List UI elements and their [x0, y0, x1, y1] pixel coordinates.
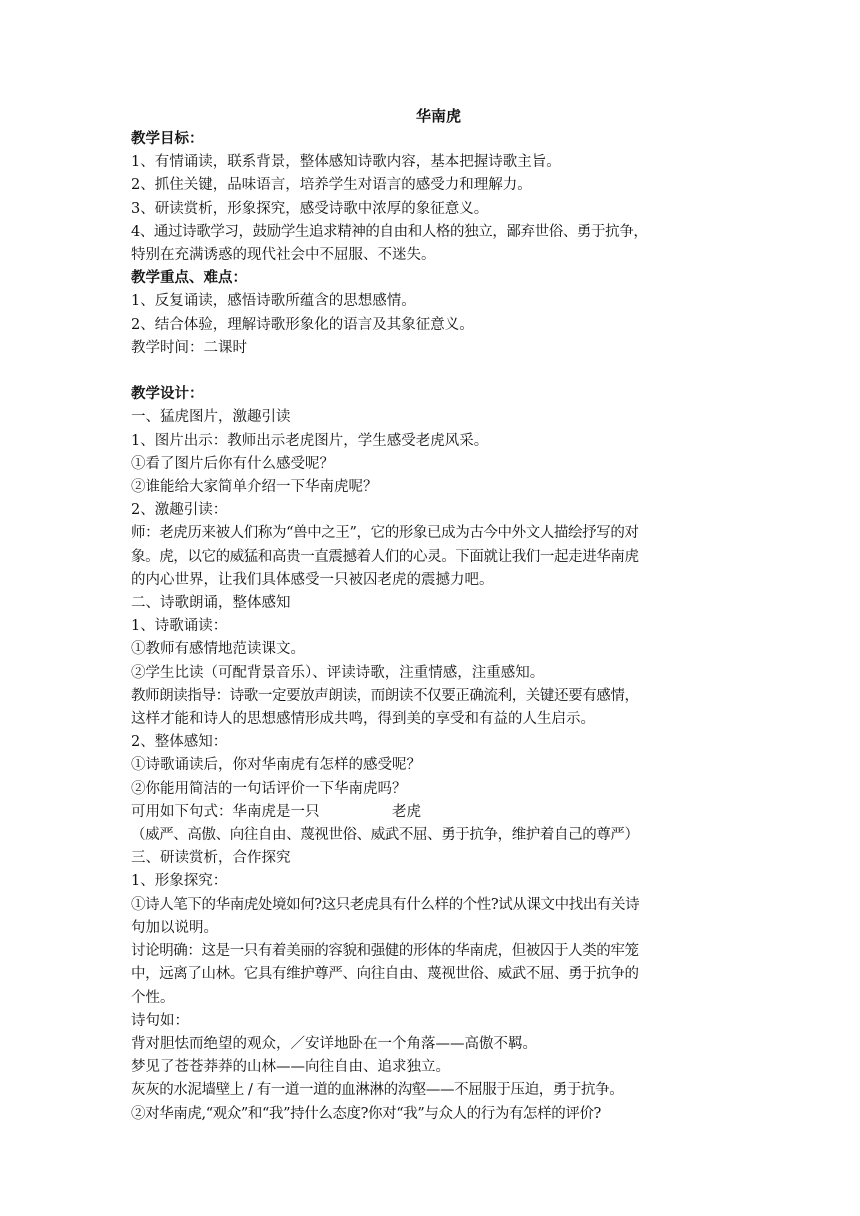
- text-line: ①诗歌诵读后，你对华南虎有怎样的感受呢？: [131, 757, 421, 774]
- text-line: 二、诗歌朗诵，整体感知: [131, 595, 291, 612]
- text-line: 3、研读赏析，形象探究，感受诗歌中浓厚的象征意义。: [131, 200, 489, 217]
- text-line: 4、通过诗歌学习，鼓励学生追求精神的自由和人格的独立，鄙弃世俗、勇于抗争，: [131, 223, 648, 240]
- text-line: ②对华南虎,“观众”和“我”持什么态度?你对“我”与众人的行为有怎样的评价?: [131, 1105, 601, 1122]
- text-line: 1、图片出示：教师出示老虎图片，学生感受老虎风采。: [131, 432, 489, 449]
- text-line: （威严、高傲、向往自由、蔑视世俗、威武不屈、勇于抗争，维护着自己的尊严）: [131, 827, 639, 844]
- document-title: 华南虎: [415, 107, 461, 125]
- text-line: 1、反复诵读，感悟诗歌所蕴含的思想感情。: [131, 293, 416, 310]
- text-line: 中，远离了山林。它具有维护尊严、向往自由、蔑视世俗、威武不屈、勇于抗争的: [131, 966, 639, 983]
- text-line: 可用如下句式：华南虎是一只 老虎: [131, 803, 421, 820]
- text-line: ②你能用简洁的一句话评价一下华南虎吗？: [131, 780, 407, 797]
- document-body: [131, 106, 746, 1126]
- text-line: 诗句如：: [131, 1012, 189, 1029]
- text-line: 个性。: [131, 989, 175, 1006]
- text-line: 句加以说明。: [131, 919, 218, 936]
- text-line: 2、结合体验，理解诗歌形象化的语言及其象征意义。: [131, 316, 474, 333]
- text-line: ①教师有感情地范读课文。: [131, 641, 305, 658]
- section-heading: 教学目标：: [131, 131, 204, 147]
- text-line: 象。虎，以它的威猛和高贵一直震撼着人们的心灵。下面就让我们一起走进华南虎: [131, 548, 639, 565]
- text-line: 教师朗读指导：诗歌一定要放声朗读，而朗读不仅要正确流利，关键还要有感情，: [131, 687, 639, 704]
- text-line: 1、诗歌诵读：: [131, 618, 228, 635]
- text-line: 1、有情诵读，联系背景，整体感知诗歌内容，基本把握诗歌主旨。: [131, 154, 561, 171]
- text-line: 2、抓住关键，品味语言，培养学生对语言的感受力和理解力。: [131, 177, 532, 194]
- text-line: 2、整体感知：: [131, 734, 228, 751]
- text-line: 灰灰的水泥墙壁上 / 有一道一道的血淋淋的沟壑——不屈服于压迫，勇于抗争。: [131, 1082, 624, 1099]
- text-line: 一、猛虎图片，激趣引读: [131, 409, 291, 426]
- text-line: 背对胆怯而绝望的观众，／安详地卧在一个角落——高傲不羁。: [131, 1035, 537, 1052]
- text-line: 讨论明确：这是一只有着美丽的容貌和强健的形体的华南虎，但被囚于人类的牢笼: [131, 943, 639, 960]
- text-line: 师：老虎历来被人们称为“兽中之王”，它的形象已成为古今中外文人描绘抒写的对: [131, 525, 639, 542]
- text-line: ①看了图片后你有什么感受呢？: [131, 455, 334, 472]
- text-line: 梦见了苍苍莽莽的山林——向往自由、追求独立。: [131, 1059, 450, 1076]
- text-line: ②谁能给大家简单介绍一下华南虎呢？: [131, 479, 378, 496]
- text-line: ②学生比读（可配背景音乐）、评读诗歌，注重情感，注重感知。: [131, 664, 545, 681]
- text-line: 1、形象探究：: [131, 873, 228, 890]
- text-line: 2、激趣引读：: [131, 502, 228, 519]
- text-line: 的内心世界，让我们具体感受一只被囚老虎的震撼力吧。: [131, 571, 494, 588]
- text-line: 这样才能和诗人的思想感情形成共鸣，得到美的享受和有益的人生启示。: [131, 711, 595, 728]
- section-heading: 教学重点、难点：: [131, 270, 247, 287]
- section-heading: 教学设计：: [131, 386, 204, 403]
- text-line: 特别在充满诱惑的现代社会中不屈服、不迷失。: [131, 247, 436, 264]
- text-line: 教学时间：二课时: [131, 339, 247, 356]
- text-line: 三、研读赏析，合作探究: [131, 850, 291, 867]
- text-line: ①诗人笔下的华南虎处境如何?这只老虎具有什么样的个性?试从课文中找出有关诗: [131, 896, 640, 913]
- blank-line: [131, 360, 746, 383]
